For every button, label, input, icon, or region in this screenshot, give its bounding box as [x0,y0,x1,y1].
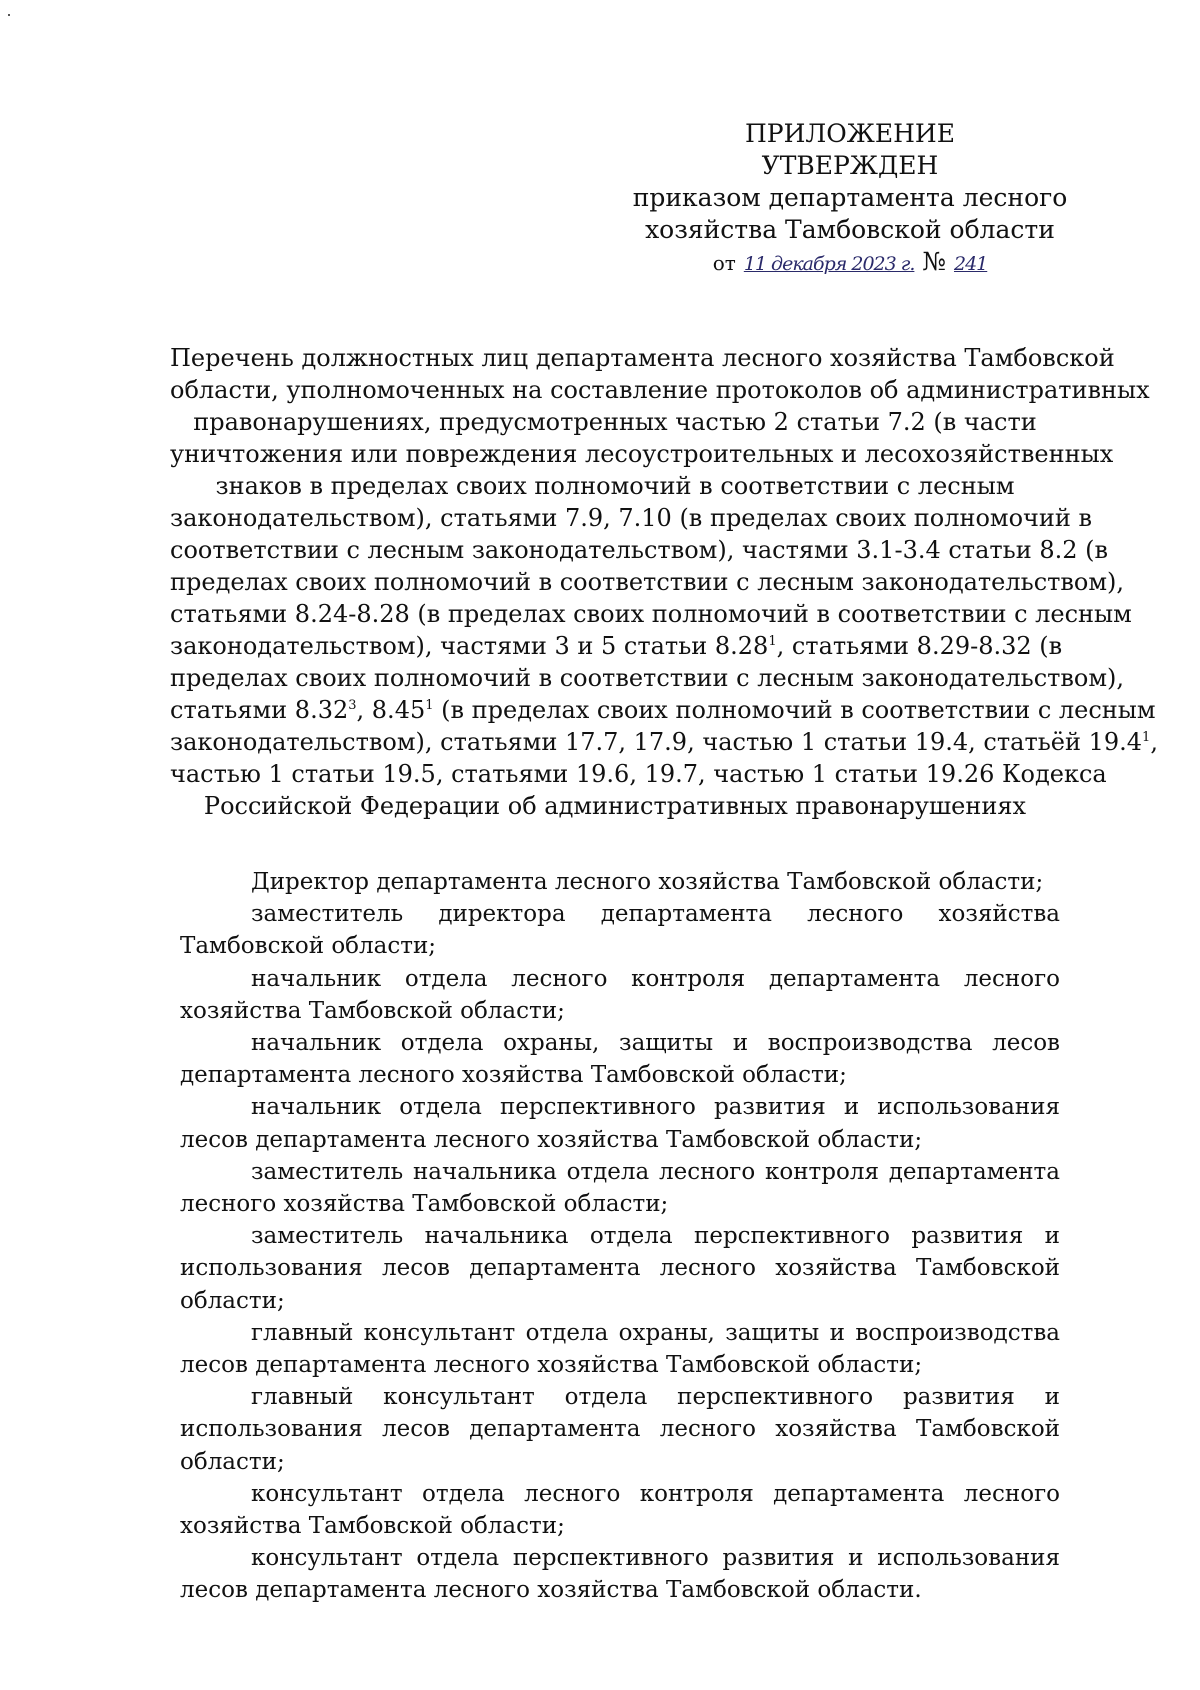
title-line: знаков в пределах своих полномочий в соответствии с лесным [215,472,1015,500]
list-item: Директор департамента лесного хозяйства Тамбовской области; [251,869,1044,895]
title-line: законодательством), статьями 7.9, 7.10 (в пределах своих полномочий в [170,504,1093,532]
list-item: главный консультант отдела перспективного развития и использования лесов департамента лесного хозяйства Тамбовской области; [180,1384,1060,1475]
handwritten-date: 11 декабря 2023 г. [743,253,915,275]
title-text: законодательством), частями 3 и 5 статьи 8.28 [170,632,769,660]
title-line: Российской Федерации об административных правонарушениях [203,792,1027,820]
title-line: статьями 8.24-8.28 (в пределах своих полномочий в соответствии с лесным [170,600,1132,628]
list-item: начальник отдела перспективного развития и использования лесов департамента лесного хозяйства Тамбовской области; [180,1094,1060,1153]
title-line [170,726,1158,758]
title-text: (в пределах своих полномочий в соответствии с лесным [433,696,1156,724]
list-item: консультант отдела перспективного развития и использования лесов департамента лесного хозяйства Тамбовской области. [180,1545,1060,1604]
approval-order-line-2: хозяйства Тамбовской области [645,215,1055,244]
title-text: законодательством), статьями 17.7, 17.9, частью 1 статьи 19.4, статьёй 19.4 [170,728,1143,756]
list-item: заместитель начальника отдела перспективного развития и использования лесов департамента лесного хозяйства Тамбовской области; [180,1223,1060,1314]
title-text: , статьями 8.29-8.32 (в [776,632,1063,660]
title-line: пределах своих полномочий в соответствии с лесным законодательством), [170,664,1125,692]
title-line: уничтожения или повреждения лесоустроительных и лесохозяйственных [170,440,1114,468]
approval-appendix-label: ПРИЛОЖЕНИЕ [745,119,955,148]
number-sign: № [922,247,947,276]
approval-date-line [620,246,1080,286]
superscript: 3 [348,698,357,713]
approval-order-line-1: приказом департамента лесного [632,183,1068,212]
superscript: 1 [425,698,434,713]
list-item: начальник отдела охраны, защиты и воспроизводства лесов департамента лесного хозяйства Тамбовской области; [180,1030,1060,1089]
title-text: , [1150,728,1158,756]
title-line: соответствии с лесным законодательством), частями 3.1-3.4 статьи 8.2 (в [170,536,1109,564]
list-item: начальник отдела лесного контроля департамента лесного хозяйства Тамбовской области; [180,965,1060,1024]
handwritten-number: 241 [953,253,988,275]
title-line: Перечень должностных лиц департамента лесного хозяйства Тамбовской [170,344,1115,372]
officials-list [180,866,1060,1607]
list-item: заместитель начальника отдела лесного контроля департамента лесного хозяйства Тамбовской области; [180,1158,1060,1218]
date-prefix: от [712,251,736,275]
title-line: правонарушениях, предусмотренных частью 2 статьи 7.2 (в части [193,408,1037,436]
document-title [170,342,1158,822]
approval-approved-label: УТВЕРЖДЕН [761,151,939,180]
list-item: главный консультант отдела охраны, защиты и воспроизводства лесов департамента лесного хозяйства Тамбовской области; [180,1319,1060,1379]
superscript: 1 [768,634,777,649]
title-text: статьями 8.32 [170,696,349,724]
title-line [170,694,1156,726]
title-line: пределах своих полномочий в соответствии с лесным законодательством), [170,568,1125,596]
superscript: 1 [1142,730,1151,745]
title-text: , 8.45 [356,696,426,724]
title-line: области, уполномоченных на составление протоколов об административных [170,376,1150,404]
list-item: заместитель директора департамента лесного хозяйства Тамбовской области; [180,901,1060,960]
scan-dot [8,14,10,16]
approval-stamp-block [620,118,1080,286]
list-item: консультант отдела лесного контроля департамента лесного хозяйства Тамбовской области; [180,1480,1060,1540]
title-line: частью 1 статьи 19.5, статьями 19.6, 19.7, частью 1 статьи 19.26 Кодекса [170,760,1107,788]
title-line [170,630,1063,662]
